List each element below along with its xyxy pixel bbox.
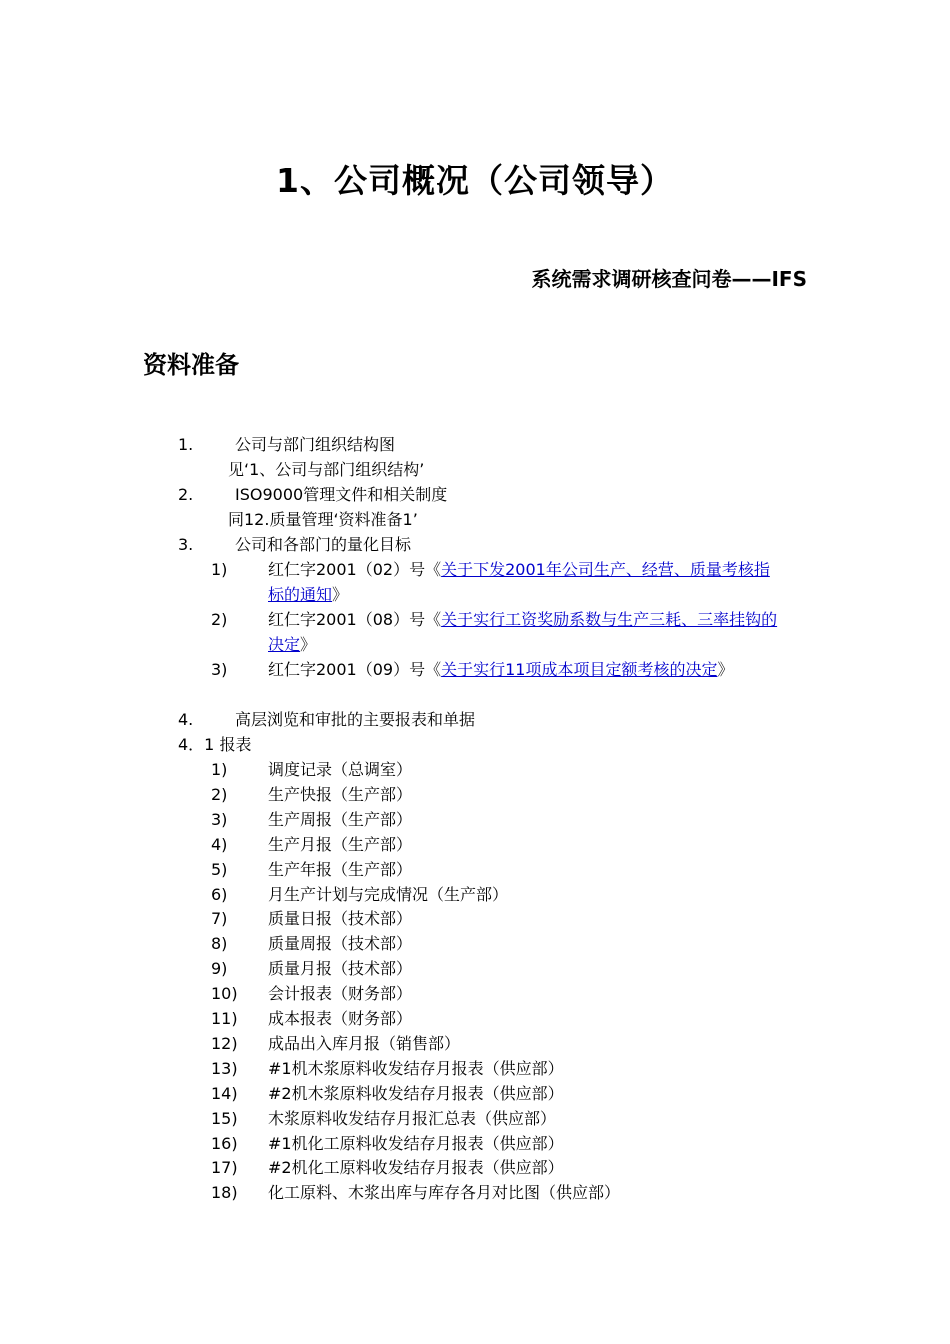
- report-text: 化工原料、木浆出库与库存各月对比图（供应部）: [268, 1183, 621, 1203]
- report-number: 17): [211, 1158, 238, 1178]
- doc-suffix: 》: [300, 635, 317, 654]
- report-number: 2): [211, 784, 228, 804]
- doc-prefix: 红仁字2001（08）号《: [268, 610, 442, 629]
- report-number: 7): [211, 909, 228, 929]
- item-number: 4.: [178, 710, 194, 729]
- doc-link[interactable]: 关于下发2001年公司生产、经营、质量考核指: [441, 560, 770, 579]
- report-text: 生产年报（生产部）: [268, 859, 413, 879]
- report-text: 质量周报（技术部）: [268, 934, 413, 954]
- doc-link[interactable]: 决定: [268, 635, 301, 654]
- report-number: 18): [211, 1183, 238, 1203]
- report-number: 4): [211, 834, 228, 854]
- doc-link[interactable]: 关于实行工资奖励系数与生产三耗、三率挂钩的: [441, 610, 778, 629]
- report-number: 13): [211, 1058, 238, 1078]
- doc-number: 3): [211, 660, 228, 679]
- item-text: 高层浏览和审批的主要报表和单据: [235, 710, 476, 729]
- report-text: 质量月报（技术部）: [268, 959, 413, 979]
- report-number: 5): [211, 859, 228, 879]
- doc-suffix: 》: [332, 585, 349, 604]
- doc-link[interactable]: 关于实行11项成本项目定额考核的决定: [441, 660, 718, 679]
- subheading-text: 4．1 报表: [178, 735, 252, 754]
- item-number: 2.: [178, 485, 194, 504]
- report-number: 9): [211, 959, 228, 979]
- report-number: 1): [211, 760, 228, 779]
- doc-prefix: 红仁字2001（02）号《: [268, 560, 442, 579]
- doc-number: 2): [211, 610, 228, 629]
- report-text: #2机木浆原料收发结存月报表（供应部）: [268, 1083, 564, 1103]
- section-heading: 资料准备: [143, 351, 239, 379]
- item-number: 3.: [178, 535, 194, 554]
- report-text: 成品出入库月报（销售部）: [268, 1033, 461, 1053]
- item-number: 1.: [178, 435, 194, 454]
- report-number: 10): [211, 984, 238, 1004]
- doc-number: 1): [211, 560, 228, 579]
- report-text: #2机化工原料收发结存月报表（供应部）: [268, 1158, 564, 1178]
- report-text: 月生产计划与完成情况（生产部）: [268, 884, 509, 904]
- report-text: 调度记录（总调室）: [268, 760, 413, 779]
- report-text: 质量日报（技术部）: [268, 909, 413, 929]
- doc-suffix: 》: [717, 660, 734, 679]
- note-text: 同12.质量管理‘资料准备1’: [228, 510, 418, 529]
- page-subtitle: 系统需求调研核查问卷——IFS: [531, 267, 807, 291]
- report-text: 生产快报（生产部）: [268, 784, 413, 804]
- report-number: 3): [211, 809, 228, 829]
- report-number: 6): [211, 884, 228, 904]
- item-text: 公司和各部门的量化目标: [235, 535, 412, 554]
- report-number: 11): [211, 1009, 238, 1028]
- report-text: 成本报表（财务部）: [268, 1009, 413, 1028]
- report-number: 16): [211, 1133, 238, 1153]
- report-number: 14): [211, 1083, 238, 1103]
- doc-prefix: 红仁字2001（09）号《: [268, 660, 442, 679]
- report-number: 15): [211, 1108, 238, 1128]
- report-text: 生产月报（生产部）: [268, 834, 413, 854]
- report-text: #1机化工原料收发结存月报表（供应部）: [268, 1133, 564, 1153]
- item-text: 公司与部门组织结构图: [235, 435, 396, 454]
- report-text: #1机木浆原料收发结存月报表（供应部）: [268, 1058, 564, 1078]
- page-title: 1、公司概况（公司领导）: [276, 161, 674, 200]
- report-text: 会计报表（财务部）: [268, 984, 413, 1004]
- item-text: ISO9000管理文件和相关制度: [235, 485, 448, 504]
- report-text: 生产周报（生产部）: [268, 809, 413, 829]
- report-text: 木浆原料收发结存月报汇总表（供应部）: [268, 1108, 557, 1128]
- report-number: 8): [211, 934, 228, 954]
- doc-link[interactable]: 标的通知: [268, 585, 333, 604]
- note-text: 见‘1、公司与部门组织结构’: [228, 460, 425, 479]
- report-number: 12): [211, 1033, 238, 1053]
